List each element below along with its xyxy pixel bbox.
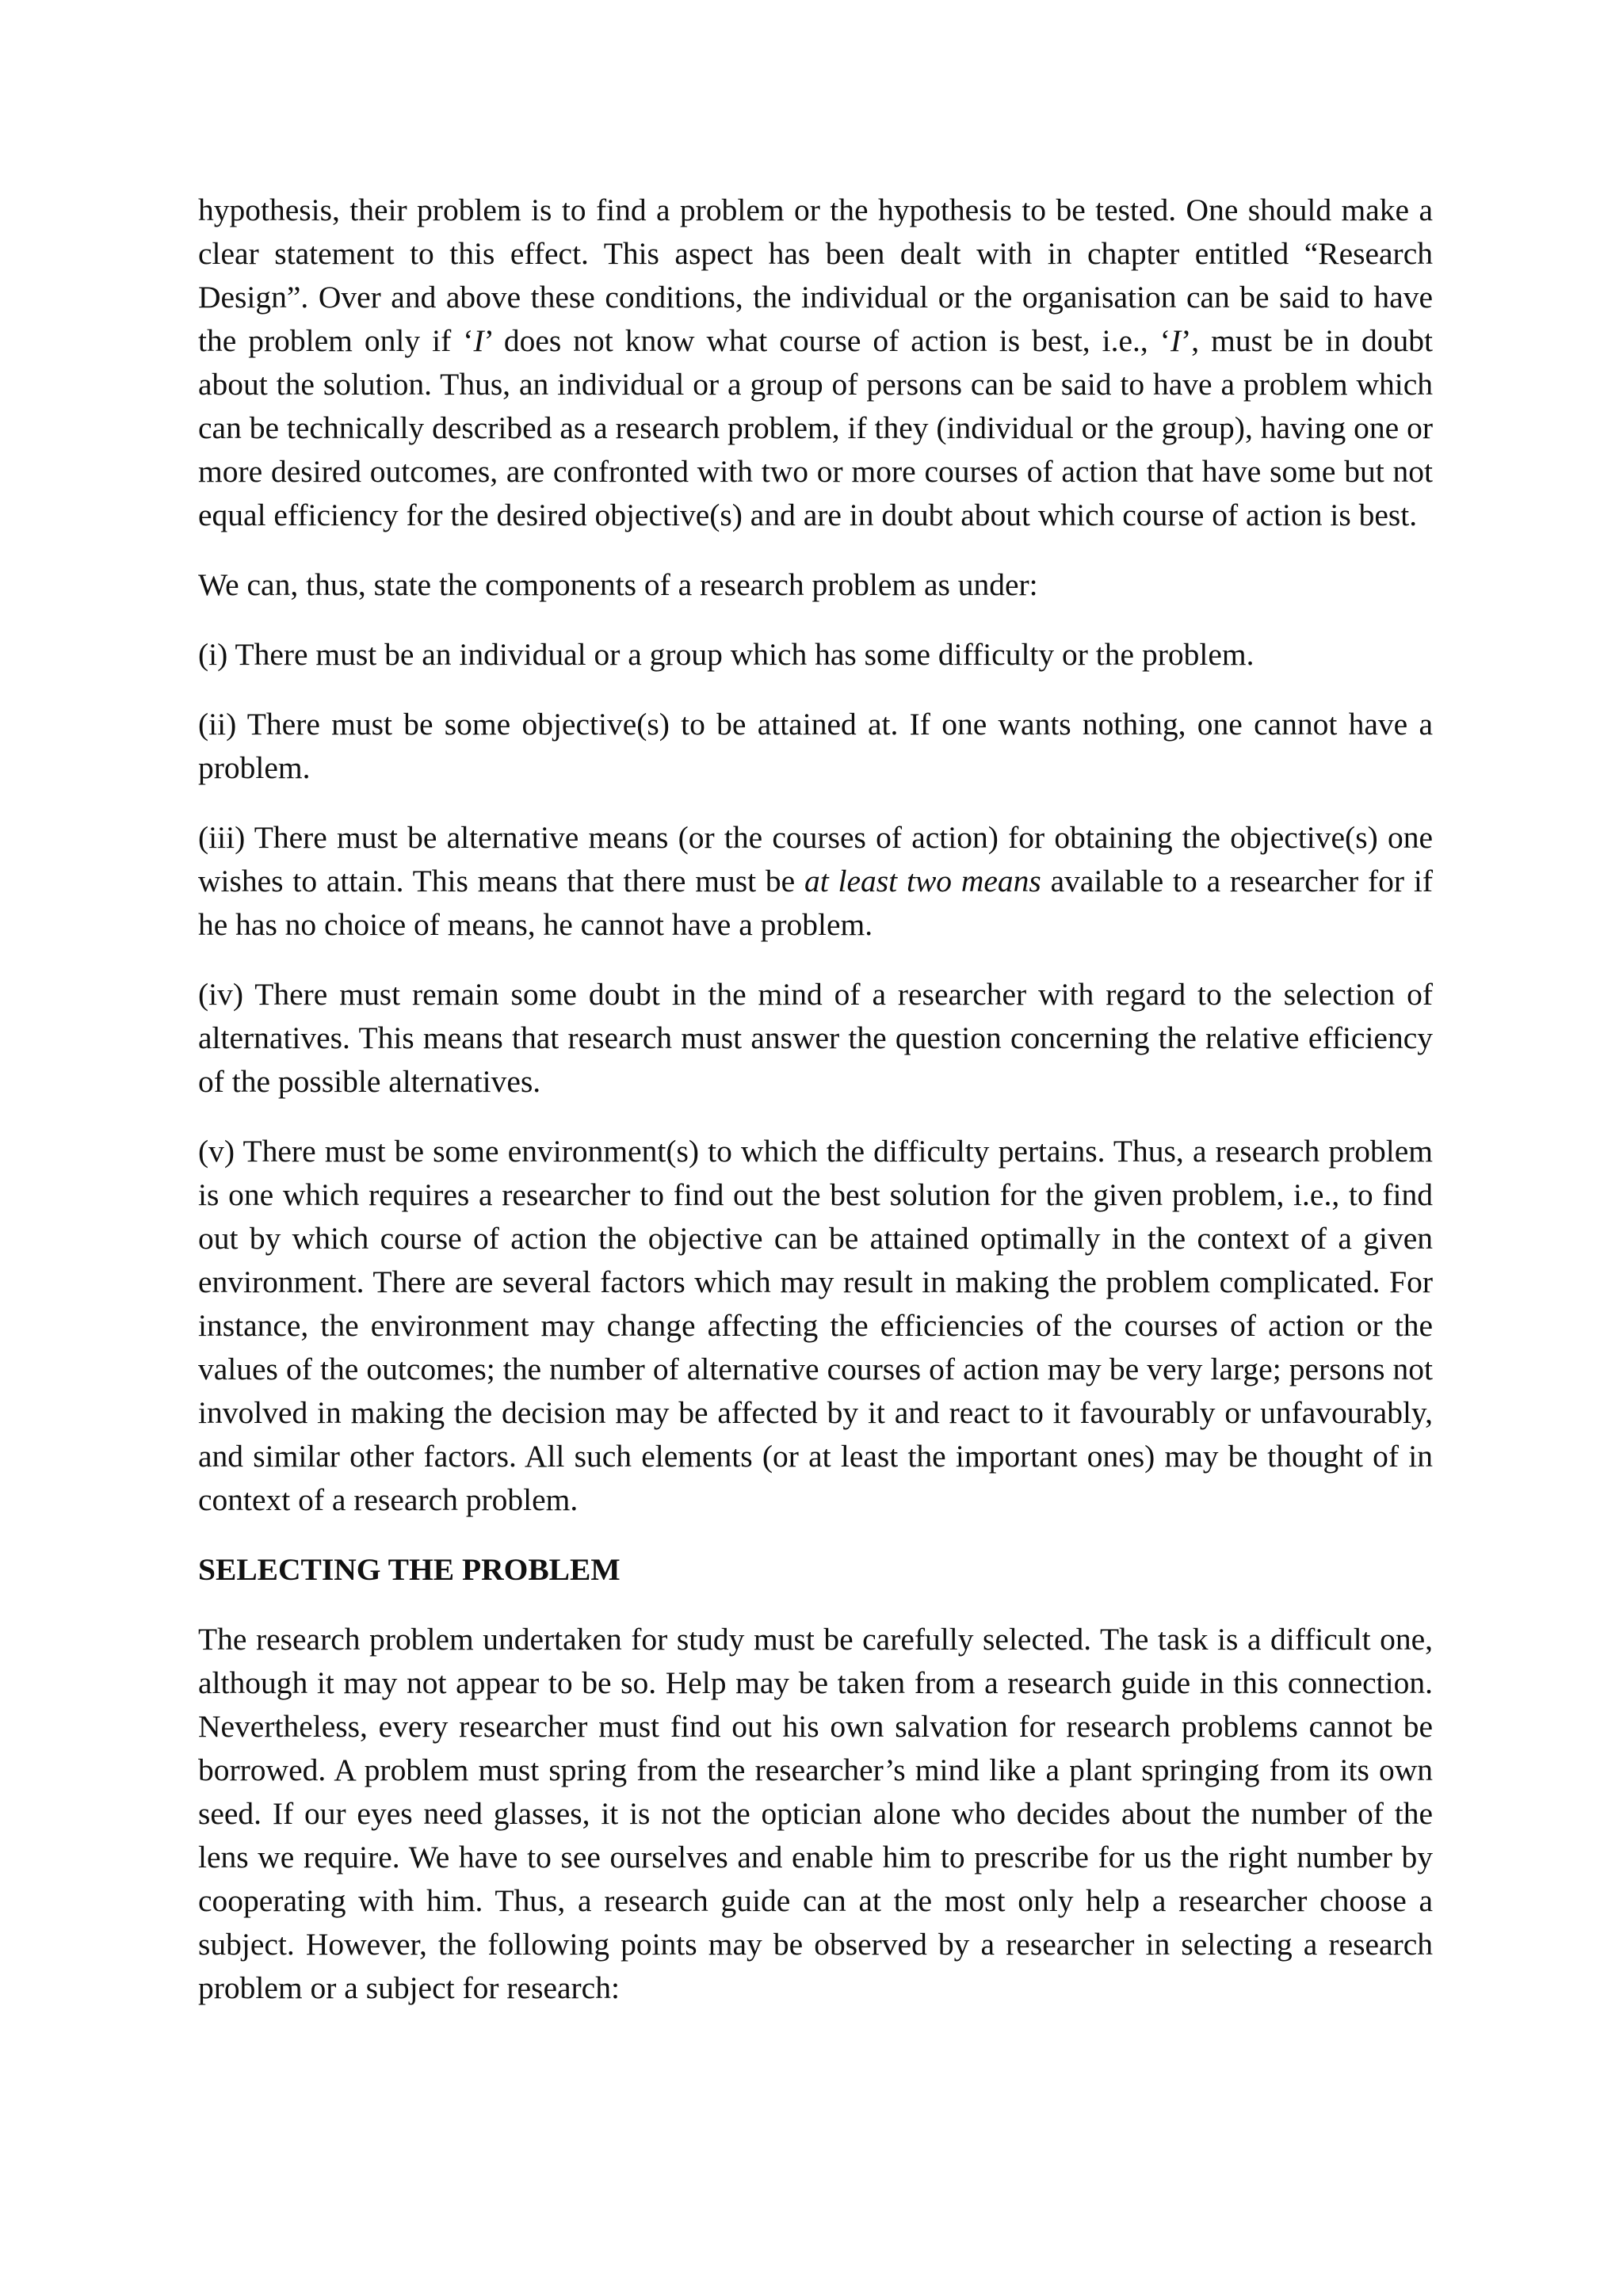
- italic-i: I: [1170, 323, 1182, 358]
- item-text: (iii) There must be alternative means (or the courses of action) for obtaining the objective(s) one wishes to attain. This means that there must be: [198, 820, 1433, 898]
- section-heading: SELECTING THE PROBLEM: [198, 1552, 621, 1587]
- document-page: [198, 189, 1433, 2036]
- list-item-ii: (ii) There must be some objective(s) to be attained at. If one wants nothing, one cannot have a problem.: [198, 707, 1433, 785]
- italic-emphasis: at least two means: [804, 864, 1041, 898]
- item-text: available to a researcher for if he has no choice of means, he cannot have a problem.: [198, 864, 1434, 942]
- list-item-iii: [198, 816, 1433, 947]
- list-item-i: (i) There must be an individual or a group which has some difficulty or the problem.: [198, 637, 1254, 672]
- paragraph-selecting: The research problem undertaken for study must be carefully selected. The task is a difficult one, although it may not appear to be so. Help may be taken from a research guide in this connection. Nevertheless, every researcher must find out his own salvation for research problems cannot be borrowed. A problem must spring from the researcher’s mind like a plant springing from its own seed. If our eyes need glasses, it is not the optician alone who decides about the number of the lens we require. We have to see ourselves and enable him to prescribe for us the right number by cooperating with him. Thus, a research guide can at the most only help a researcher choose a subject. However, the following points may be observed by a researcher in selecting a research problem or a subject for research:: [198, 1622, 1433, 2005]
- paragraph-text: ’ does not know what course of action is best, i.e., ‘: [483, 323, 1170, 358]
- italic-i: I: [473, 323, 484, 358]
- paragraph-hypothesis: [198, 189, 1433, 537]
- paragraph-text: ’, must be in doubt about the solution. Thus, an individual or a group of persons can be said to have a problem which can be technically described as a research problem, if they (individual or the group), having one or more desired outcomes, are confronted with two or more courses of action that have some but not equal efficiency for the desired objective(s) and are in doubt about which course of action is best.: [198, 323, 1433, 532]
- paragraph-components-intro: We can, thus, state the components of a research problem as under:: [198, 567, 1038, 602]
- paragraph-text: hypothesis, their problem is to find a problem or the hypothesis to be tested. One should make a clear statement to this effect. This aspect has been dealt with in chapter entitled “Research Design”. Over and above these conditions, the individual or the organisation can be said to have the problem only if ‘: [198, 193, 1433, 358]
- list-item-v: (v) There must be some environment(s) to which the difficulty pertains. Thus, a research problem is one which requires a researcher to find out the best solution for the given problem, i.e., to find out by which course of action the objective can be attained optimally in the context of a given environment. There are several factors which may result in making the problem complicated. For instance, the environment may change affecting the efficiencies of the courses of action or the values of the outcomes; the number of alternative courses of action may be very large; persons not involved in making the decision may be affected by it and react to it favourably or unfavourably, and similar other factors. All such elements (or at least the important ones) may be thought of in context of a research problem.: [198, 1134, 1433, 1517]
- list-item-iv: (iv) There must remain some doubt in the mind of a researcher with regard to the selection of alternatives. This means that research must answer the question concerning the relative efficiency of the possible alternatives.: [198, 977, 1433, 1099]
